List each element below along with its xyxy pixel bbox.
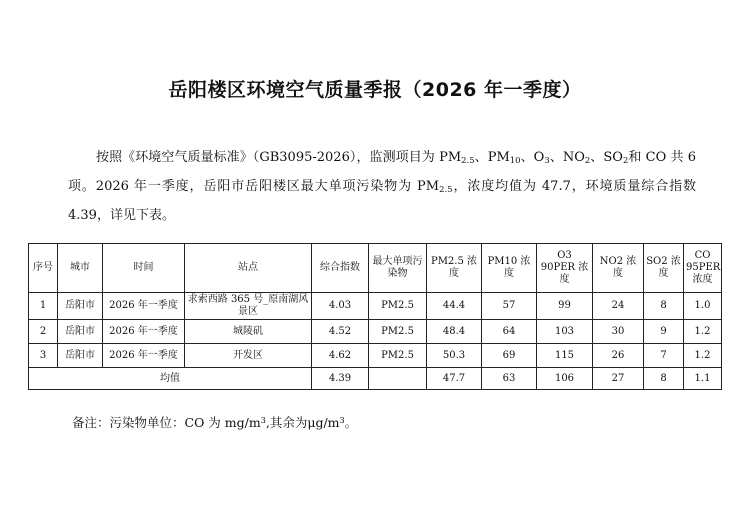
cell-o3: 99: [537, 293, 593, 320]
cell-o3: 115: [537, 344, 593, 368]
para-sub: 2.5: [461, 155, 475, 166]
cell-index: 4.62: [312, 344, 369, 368]
cell-pm10: 57: [482, 293, 537, 320]
header-max-pollutant: 最大单项污染物: [369, 244, 427, 293]
table-header-row: [29, 244, 722, 293]
para-text: 、O: [520, 150, 545, 165]
table-row: [29, 320, 722, 344]
cell-max-pollutant: PM2.5: [369, 320, 427, 344]
para-sub: 2: [584, 155, 591, 166]
para-text: 和 CO 共 6 项。2026 年一季度，岳阳市岳阳楼区最大单项污染物为 PM: [68, 150, 696, 194]
cell-city: 岳阳市: [58, 320, 103, 344]
cell-seq: 1: [29, 293, 58, 320]
unit-note: [72, 413, 357, 431]
cell-index: 4.39: [312, 368, 369, 390]
table-row: [29, 344, 722, 368]
report-title: 岳阳楼区环境空气质量季报（2026 年一季度）: [168, 79, 582, 101]
air-quality-table: [28, 243, 722, 390]
note-sup: 3: [339, 414, 345, 425]
cell-pm10: 63: [482, 368, 537, 390]
header-pm25: PM2.5 浓度: [427, 244, 482, 293]
cell-index: 4.52: [312, 320, 369, 344]
note-text: 备注：污染物单位：CO 为 mg/m: [72, 415, 261, 430]
cell-o3: 106: [537, 368, 593, 390]
cell-pm25: 44.4: [427, 293, 482, 320]
cell-no2: 26: [593, 344, 644, 368]
para-text: 、PM: [474, 150, 510, 165]
cell-station: 开发区: [185, 344, 312, 368]
cell-o3: 103: [537, 320, 593, 344]
cell-co: 1.1: [684, 368, 722, 390]
cell-index: 4.03: [312, 293, 369, 320]
para-sub: 3: [544, 155, 550, 166]
header-city: 城市: [58, 244, 103, 293]
header-index: 综合指数: [312, 244, 369, 293]
cell-seq: 2: [29, 320, 58, 344]
header-so2: SO2 浓度: [644, 244, 684, 293]
header-time: 时间: [103, 244, 185, 293]
cell-pm10: 69: [482, 344, 537, 368]
para-text: ，浓度均值为 47.7，环境质量综合指数 4.39，详见下表。: [68, 179, 696, 223]
cell-time: 2026 年一季度: [103, 320, 185, 344]
cell-co: 1.2: [684, 344, 722, 368]
cell-max-pollutant: PM2.5: [369, 344, 427, 368]
cell-max-pollutant: [369, 368, 427, 390]
cell-pm25: 47.7: [427, 368, 482, 390]
cell-so2: 9: [644, 320, 684, 344]
cell-city: 岳阳市: [58, 344, 103, 368]
cell-average-label: 均值: [29, 368, 312, 390]
cell-pm25: 48.4: [427, 320, 482, 344]
cell-no2: 30: [593, 320, 644, 344]
cell-time: 2026 年一季度: [103, 293, 185, 320]
note-sup: 3: [260, 414, 266, 425]
cell-station: 求索西路 365 号_原南湖风景区: [185, 293, 312, 320]
cell-max-pollutant: PM2.5: [369, 293, 427, 320]
para-sub: 2.5: [439, 184, 453, 195]
cell-pm10: 64: [482, 320, 537, 344]
header-co: CO 95PER 浓度: [684, 244, 722, 293]
para-sub: 2: [622, 155, 629, 166]
cell-time: 2026 年一季度: [103, 344, 185, 368]
intro-paragraph: [68, 143, 696, 230]
para-sub: 10: [509, 155, 521, 166]
cell-so2: 7: [644, 344, 684, 368]
cell-co: 1.2: [684, 320, 722, 344]
para-text: 、SO: [590, 150, 623, 165]
cell-seq: 3: [29, 344, 58, 368]
cell-co: 1.0: [684, 293, 722, 320]
table-average-row: [29, 368, 722, 390]
cell-so2: 8: [644, 293, 684, 320]
cell-city: 岳阳市: [58, 293, 103, 320]
header-pm10: PM10 浓度: [482, 244, 537, 293]
cell-station: 城陵矶: [185, 320, 312, 344]
cell-no2: 24: [593, 293, 644, 320]
header-seq: 序号: [29, 244, 58, 293]
cell-so2: 8: [644, 368, 684, 390]
note-text: ,其余为μg/m: [265, 415, 340, 430]
cell-no2: 27: [593, 368, 644, 390]
para-text: 按照《环境空气质量标准》（GB3095-2026），监测项目为 PM: [96, 150, 462, 165]
header-station: 站点: [185, 244, 312, 293]
header-no2: NO2 浓度: [593, 244, 644, 293]
cell-pm25: 50.3: [427, 344, 482, 368]
note-text: 。: [344, 415, 358, 430]
table-row: [29, 293, 722, 320]
para-text: 、NO: [549, 150, 585, 165]
header-o3: O3 90PER 浓度: [537, 244, 593, 293]
